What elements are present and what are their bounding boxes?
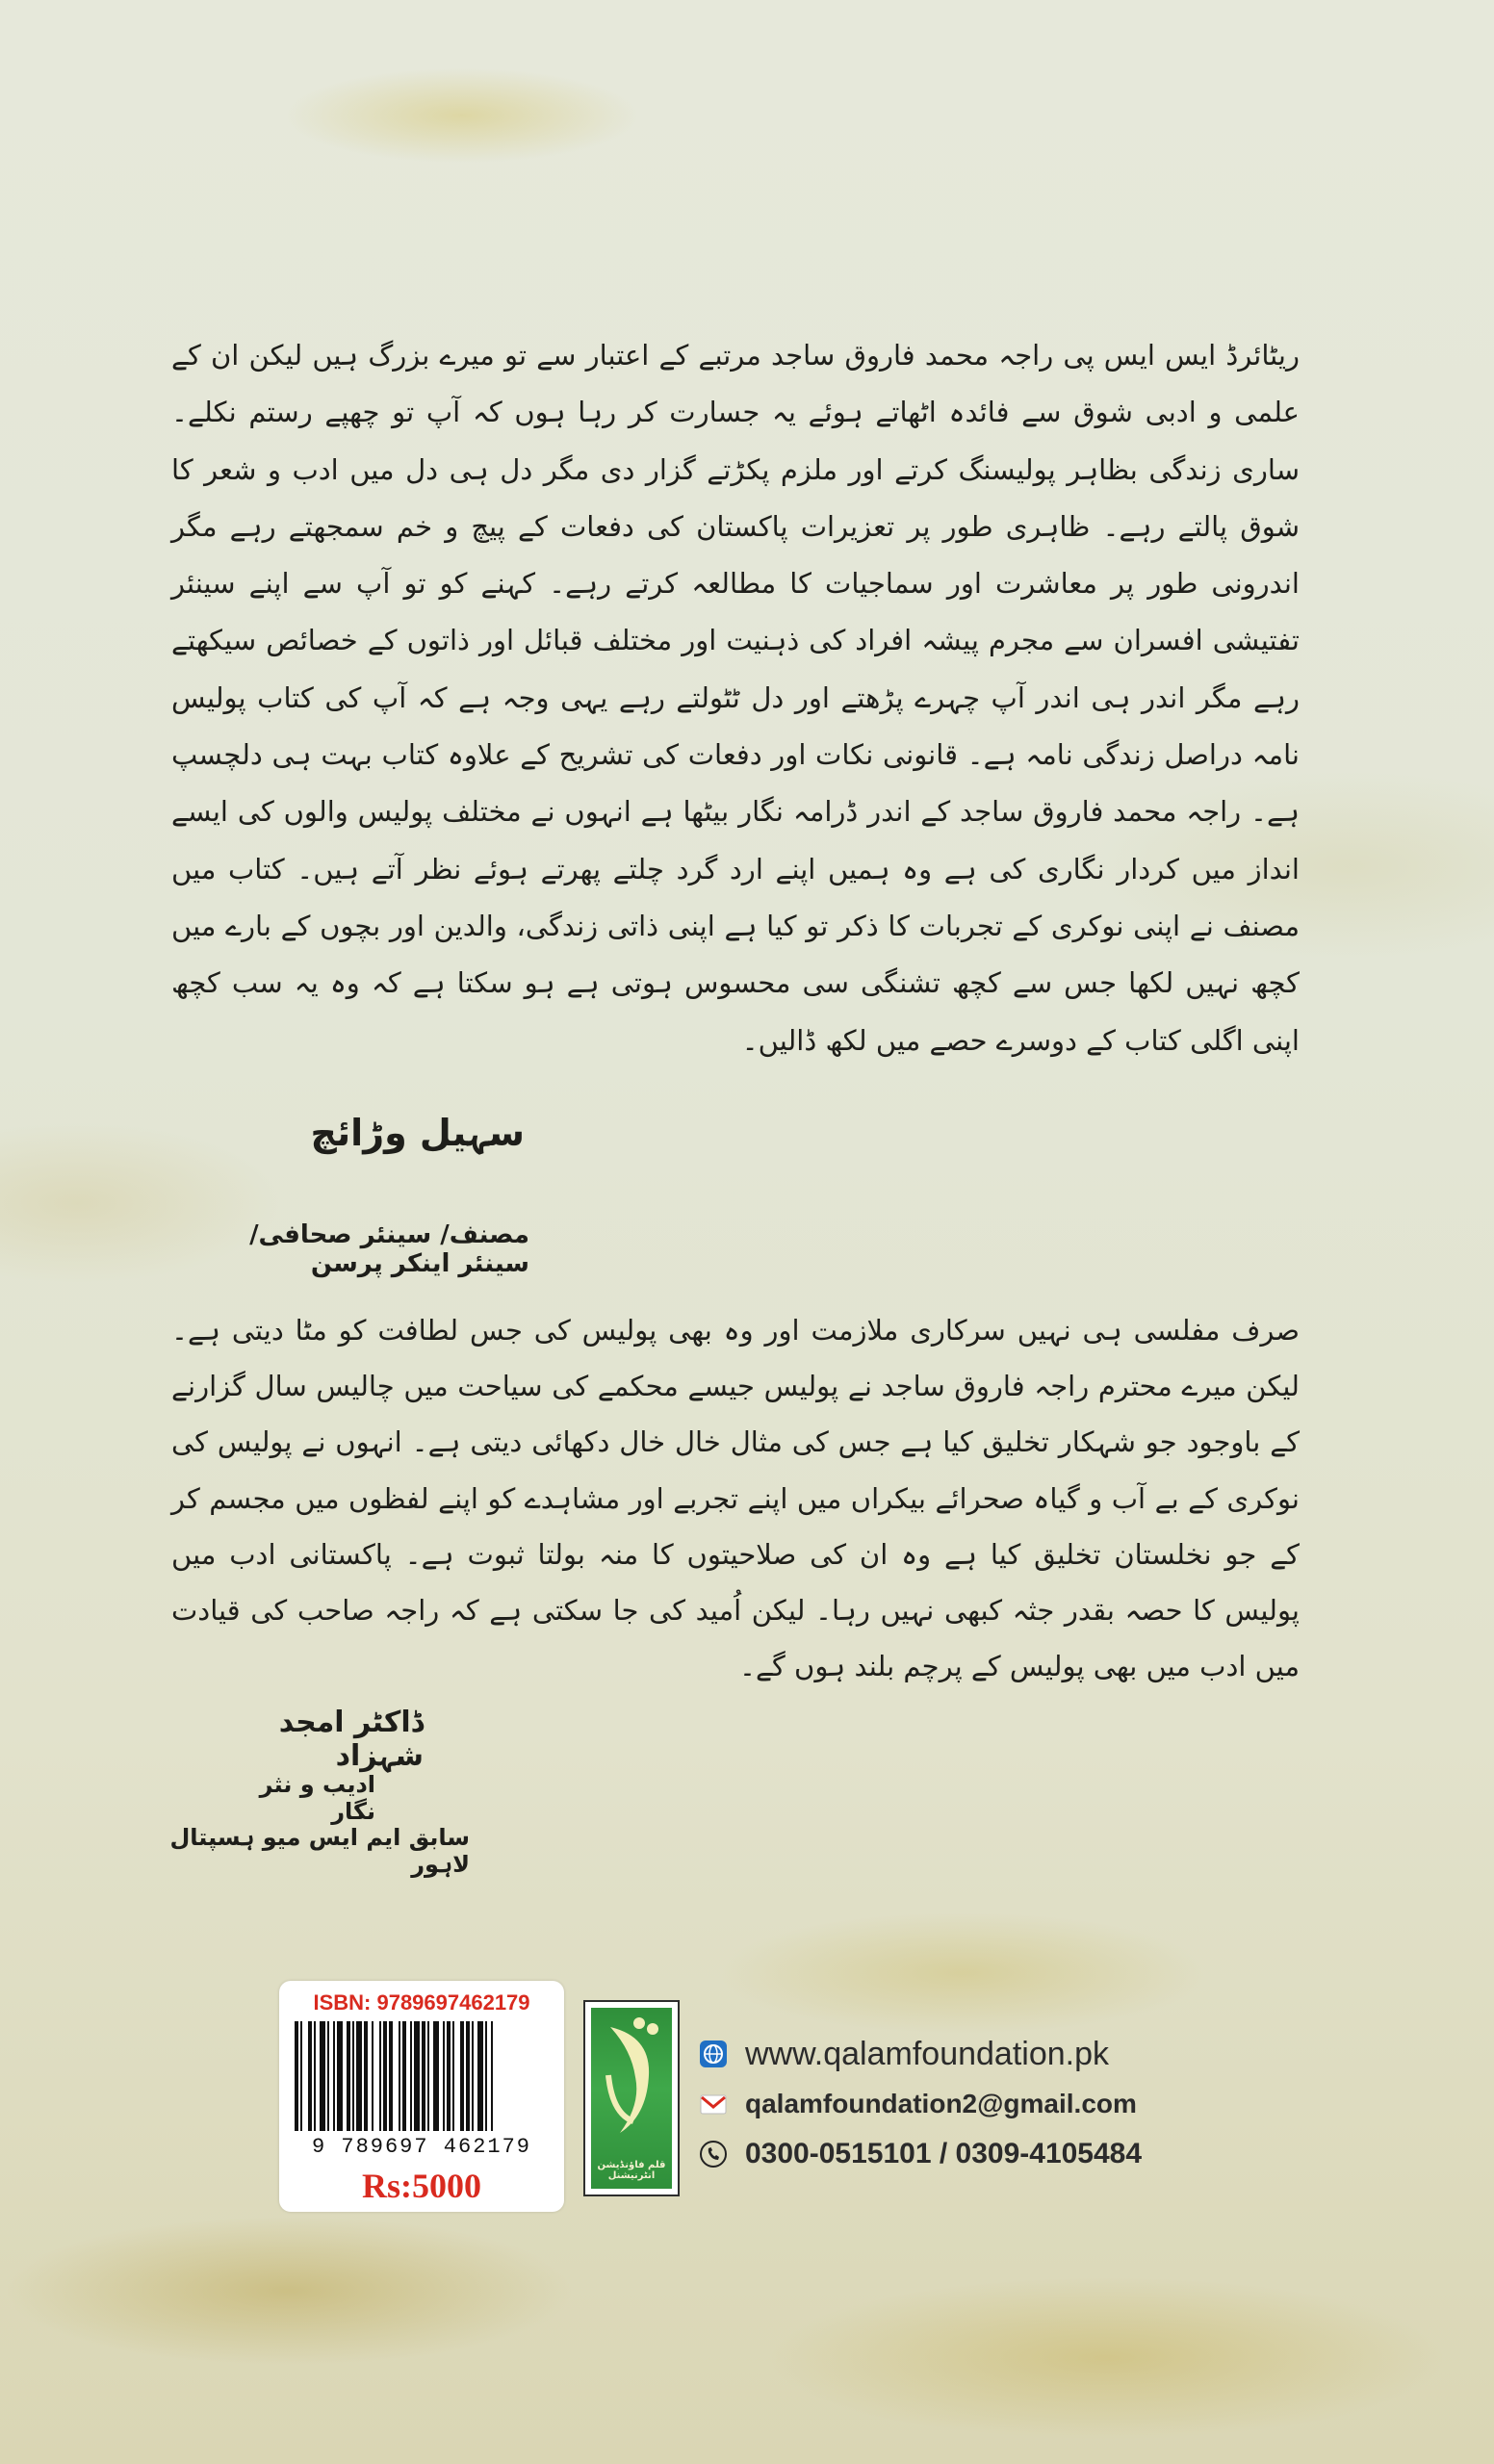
contact-phone-row [699,2135,1142,2173]
review-2-author-line-2: سابق ایم ایس میو ہسپتال لاہور [169,1824,470,1878]
isbn-barcode-panel [279,1981,564,2212]
globe-icon [699,2040,728,2068]
qalam-glyph-icon [591,2008,672,2162]
review-1-author-title: مصنف/ سینئر صحافی/ سینئر اینکر پرسن [249,1220,529,1278]
review-2-author-line-1: ادیب و نثر نگار [259,1771,375,1825]
website-link[interactable]: www.qalamfoundation.pk [745,2035,1110,2072]
review-1-text: ریٹائرڈ ایس ایس پی راجہ محمد فاروق ساجد مرتبے کے اعتبار سے تو میرے بزرگ ہیں لیکن ان کے علمی و ادبی شوق سے فائدہ اٹھاتے ہوئے یہ جسارت کر رہا ہوں کہ آپ تو چھپے رستم نکلے۔ ساری زندگی بظاہر پولیسنگ کرتے اور ملزم پکڑتے گزار دی مگر دل ہی دل میں ادب و شعر کا شوق پالتے رہے۔ ظاہری طور پر تعزیرات پاکستان کی دفعات کے پیچ و خم سمجھتے رہے مگر اندرونی طور پر معاشرت اور سماجیات کا مطالعہ کرتے رہے۔ کہنے کو تو آپ سے اپنے سینئر تفتیشی افسران سے مجرم پیشہ افراد کی ذہنیت اور مختلف قبائل اور ذاتوں کے خصائص سیکھتے رہے مگر اندر ہی اندر آپ چہرے پڑھتے اور دل ٹٹولتے رہے یہی وجہ ہے کہ آپ کی کتاب پولیس نامہ دراصل زندگی نامہ ہے۔ قانونی نکات اور دفعات کی تشریح کے علاوہ کتاب بہت ہی دلچسپ ہے۔ راجہ محمد فاروق ساجد کے اندر ڈرامہ نگار بیٹھا ہے انہوں نے مختلف پولیس والوں کی ایسے انداز میں کردار نگاری کی ہے وہ ہمیں اپنے ارد گرد چلتے پھرتے ہوئے نظر آتے ہیں۔ کتاب میں مصنف نے اپنی نوکری کے تجربات کا ذکر تو کیا ہے اپنی ذاتی زندگی، والدین اور بچوں کے بارے میں کچھ نہیں لکھا جس سے کچھ تشنگی سی محسوس ہوتی ہے ہو سکتا ہے کہ وہ یہ سب کچھ اپنی اگلی کتاب کے دوسرے حصے میں لکھ ڈالیں۔ [171,339,1300,1057]
barcode-icon [291,2021,553,2135]
price-label: Rs:5000 [362,2167,481,2205]
email-link[interactable]: qalamfoundation2@gmail.com [745,2089,1137,2118]
contact-website-row [699,2035,1109,2073]
review-1-author-name: سہیل وڑائچ [310,1112,525,1154]
mail-icon [699,2090,728,2118]
phone-icon [699,2140,728,2169]
review-2-text: صرف مفلسی ہی نہیں سرکاری ملازمت اور وہ بھی پولیس کی جس لطافت کو مٹا دیتی ہے۔ لیکن میرے محترم راجہ فاروق ساجد نے پولیس جیسے محکمے کی سیاحت میں چالیس سال گزارنے کے باوجود جو شہکار تخلیق کیا ہے جس کی مثال خال خال دکھائی دیتی ہے۔ انہوں نے پولیس کی نوکری کے بے آب و گیاہ صحرائے بیکراں میں اپنے تجربے اور مشاہدے کو اپنے لفظوں میں مجسم کر کے جو نخلستان تخلیق کیا ہے وہ ان کی صلاحیتوں کا منہ بولتا ثبوت ہے۔ پاکستانی ادب میں پولیس کا حصہ بقدر جثہ کبھی نہیں رہا۔ لیکن اُمید کی جا سکتی ہے کہ راجہ صاحب کی قیادت میں ادب میں بھی پولیس کے پرچم بلند ہوں گے۔ [171,1314,1300,1683]
review-2-author-name: ڈاکٹر امجد شہزاد [278,1706,424,1773]
barcode-digits: 9 789697 462179 [311,2135,532,2159]
isbn-label: ISBN: 9789697462179 [313,1990,530,2015]
logo-caption: قلم فاؤنڈیشن انٹرنیشنل [597,2160,666,2181]
contact-email-row [699,2085,1137,2123]
publisher-logo [583,2000,680,2196]
phone-numbers[interactable]: 0300-0515101 / 0309-4105484 [745,2138,1143,2169]
logo-emblem [591,2008,672,2189]
